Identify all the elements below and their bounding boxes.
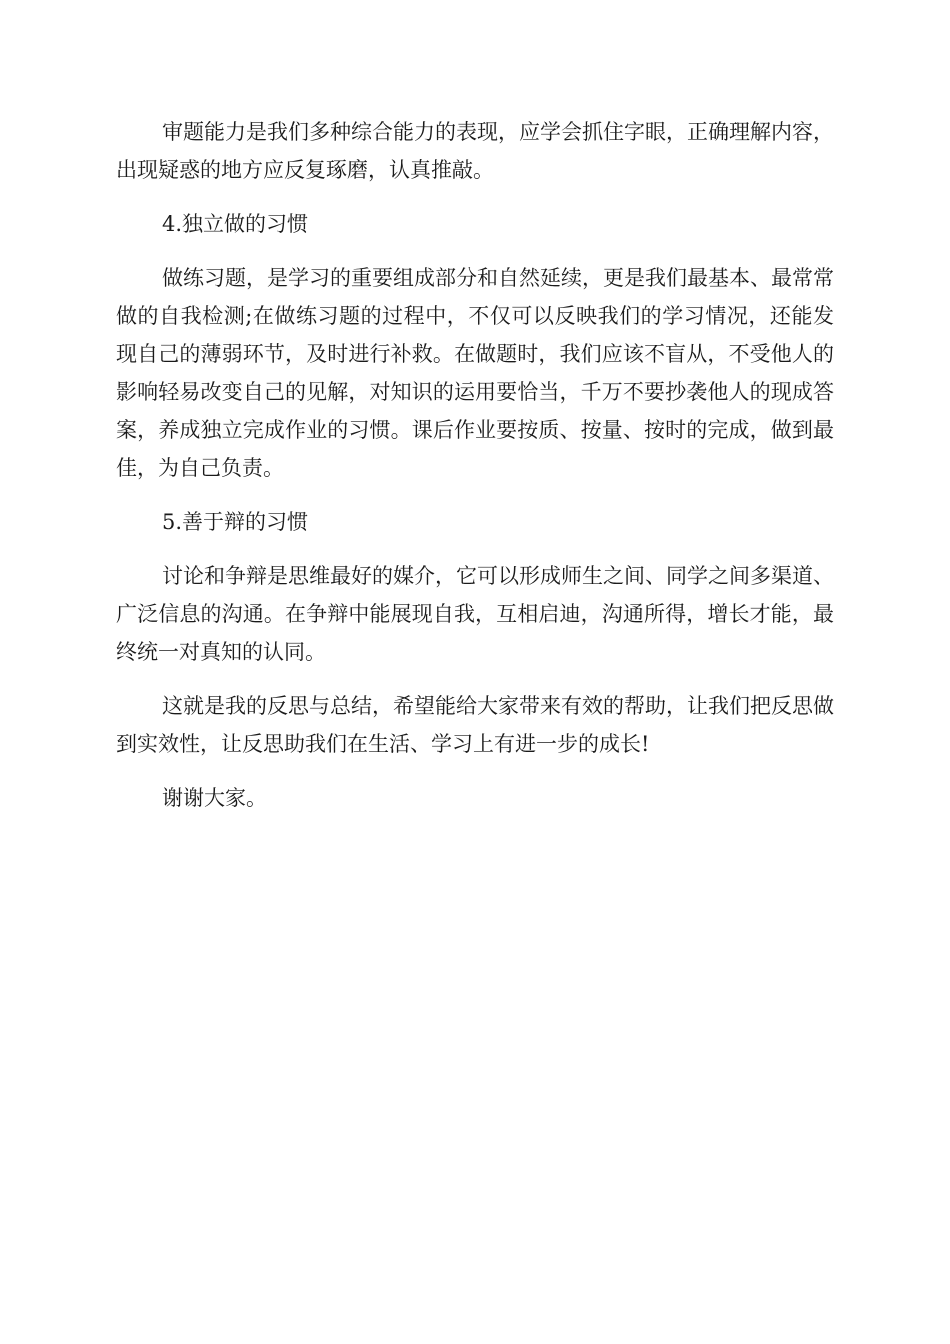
paragraph-exercises: 做练习题，是学习的重要组成部分和自然延续，更是我们最基本、最常常做的自我检测;在做练习题的过程中，不仅可以反映我们的学习情况，还能发现自己的薄弱环节，及时进行补救。在做题时，我们应该不盲从，不受他人的影响轻易改变自己的见解，对知识的运用要恰当，千万不要抄袭他人的现成答案，养成独立完成作业的习惯。课后作业要按质、按量、按时的完成，做到最佳，为自己负责。 [116,266,834,480]
paragraph-summary: 这就是我的反思与总结，希望能给大家带来有效的帮助，让我们把反思做到实效性，让反思助我们在生活、学习上有进一步的成长! [116,694,834,756]
paragraph-thanks: 谢谢大家。 [162,786,267,810]
section-heading-independent-work: 4.独立做的习惯 [162,212,309,236]
document-body [116,113,834,817]
paragraph-review-ability: 审题能力是我们多种综合能力的表现，应学会抓住字眼，正确理解内容，出现疑惑的地方应反复琢磨，认真推敲。 [116,120,834,182]
paragraph-discussion: 讨论和争辩是思维最好的媒介，它可以形成师生之间、同学之间多渠道、广泛信息的沟通。在争辩中能展现自我，互相启迪，沟通所得，增长才能，最终统一对真知的认同。 [116,564,834,664]
section-heading-debate: 5.善于辩的习惯 [162,510,309,534]
